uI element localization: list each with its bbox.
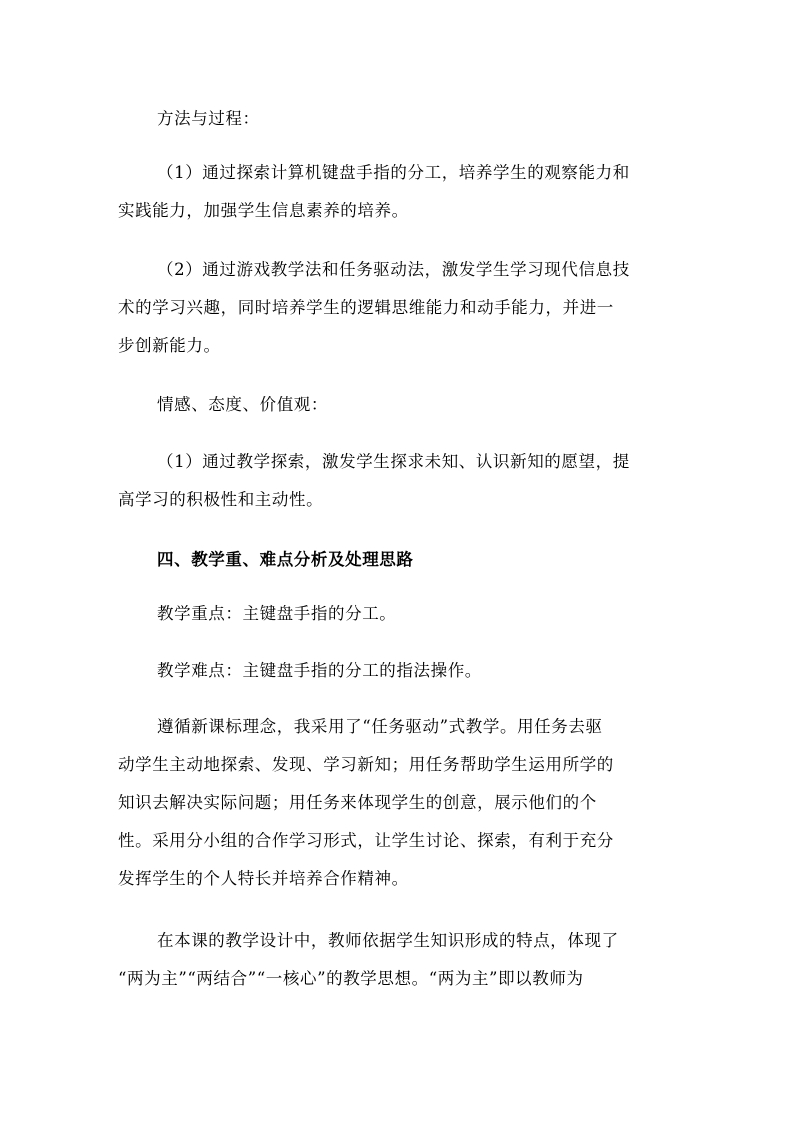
text-line: 教学重点：主键盘手指的分工。 (157, 604, 397, 623)
section-heading-text: 四、教学重、难点分析及处理思路 (157, 550, 414, 569)
text-line: （1）通过教学探索，激发学生探求未知、认识新知的愿望，提 (157, 452, 630, 471)
text-line: （2）通过游戏教学法和任务驱动法，激发学生学习现代信息技 (157, 260, 630, 279)
method-heading (118, 100, 680, 138)
text-line: 发挥学生的个人特长并培养合作精神。 (118, 869, 409, 888)
text-line: 动学生主动地探索、发现、学习新知；用任务帮助学生运用所学的 (118, 755, 614, 774)
emotion-item-1 (118, 443, 680, 519)
method-item-2 (118, 251, 680, 365)
design-thought-paragraph (118, 922, 680, 998)
section-four-heading (118, 541, 680, 579)
difficult-point (118, 652, 680, 690)
text-line: 方法与过程： (157, 109, 260, 128)
text-line: “两为主”“两结合”“一核心”的教学思想。“两为主”即以教师为 (118, 969, 584, 988)
text-line: （1）通过探索计算机键盘手指的分工，培养学生的观察能力和 (157, 163, 630, 182)
text-line: 情感、态度、价值观： (157, 395, 328, 414)
text-line: 性。采用分小组的合作学习形式，让学生讨论、探索，有利于充分 (118, 831, 614, 850)
text-line: 实践能力，加强学生信息素养的培养。 (118, 201, 409, 220)
task-driven-paragraph (118, 708, 680, 898)
key-point (118, 595, 680, 633)
text-line: 知识去解决实际问题；用任务来体现学生的创意，展示他们的个 (118, 793, 597, 812)
text-line: 术的学习兴趣，同时培养学生的逻辑思维能力和动手能力，并进一 (118, 298, 614, 317)
method-item-1 (118, 154, 680, 230)
emotion-heading (118, 386, 680, 424)
text-line: 遵循新课标理念，我采用了“任务驱动”式教学。用任务去驱 (157, 717, 603, 736)
text-line: 步创新能力。 (118, 336, 221, 355)
text-line: 高学习的积极性和主动性。 (118, 490, 324, 509)
text-line: 教学难点：主键盘手指的分工的指法操作。 (157, 661, 482, 680)
text-line: 在本课的教学设计中，教师依据学生知识形成的特点，体现了 (157, 931, 619, 950)
